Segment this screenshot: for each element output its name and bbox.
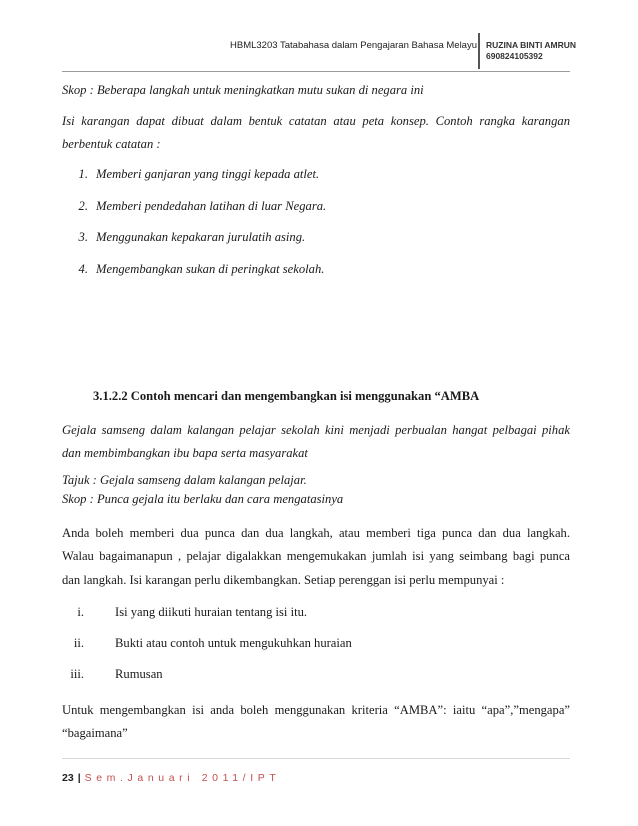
para-line-2: Walau bagaimanapun , pelajar digalakkan mengemukakan jumlah isi yang seimbang bagi punca [62,549,570,563]
footer-rule [62,758,570,759]
author-name: RUZINA BINTI AMRUN [486,40,577,50]
skop-line: Skop : Beberapa langkah untuk meningkatkan mutu sukan di negara ini [62,83,424,97]
list-item: 1. Memberi ganjaran yang tinggi kepada atlet. [78,167,320,181]
list-item: 2. Memberi pendedahan latihan di luar Negara. [78,199,327,213]
roman-item: i. Isi yang diikuti huraian tentang isi itu. [77,605,308,619]
intro-line-2: berbentuk catatan : [62,137,161,151]
tajuk-line: Tajuk : Gejala samseng dalam kalangan pelajar. [62,473,307,487]
list-item: 3. Menggunakan kepakaran jurulatih asing. [78,230,306,244]
header-rule [62,71,570,72]
author-id: 690824105392 [486,51,543,61]
list-item: 4. Mengembangkan sukan di peringkat sekolah. [78,262,325,276]
roman-item: ii. Bukti atau contoh untuk mengukuhkan huraian [73,636,352,650]
header-separator [478,33,480,69]
gejala-line-2: dan membimbangkan ibu bapa serta masyarakat [62,446,308,460]
section-heading: 3.1.2.2 Contoh mencari dan mengembangkan isi menggunakan “AMBA [93,389,480,403]
skop2-line: Skop : Punca gejala itu berlaku dan cara mengatasinya [62,492,344,506]
footer-separator: | [77,772,81,784]
roman-item: iii. Rumusan [70,667,163,681]
semester-label: Sem.Januari 2011/IPT [84,772,281,784]
para-line-3: dan langkah. Isi karangan perlu dikembangkan. Setiap perenggan isi perlu mempunyai : [62,573,505,587]
intro-line-1: Isi karangan dapat dibuat dalam bentuk catatan atau peta konsep. Contoh rangka karangan [62,114,570,128]
page-footer [62,772,280,784]
amba-line-2: “bagaimana” [62,726,128,740]
para-line-1: Anda boleh memberi dua punca dan dua langkah, atau memberi tiga punca dan dua langkah. [62,526,570,540]
gejala-line-1: Gejala samseng dalam kalangan pelajar sekolah kini menjadi perbualan hangat pelbagai pihak [62,423,570,437]
amba-line-1: Untuk mengembangkan isi anda boleh menggunakan kriteria “AMBA”: iaitu “apa”,”mengapa” [62,703,570,717]
page-number: 23 [62,772,74,784]
header-author [486,40,576,62]
running-header-title: HBML3203 Tatabahasa dalam Pengajaran Bahasa Melayu [230,40,477,51]
